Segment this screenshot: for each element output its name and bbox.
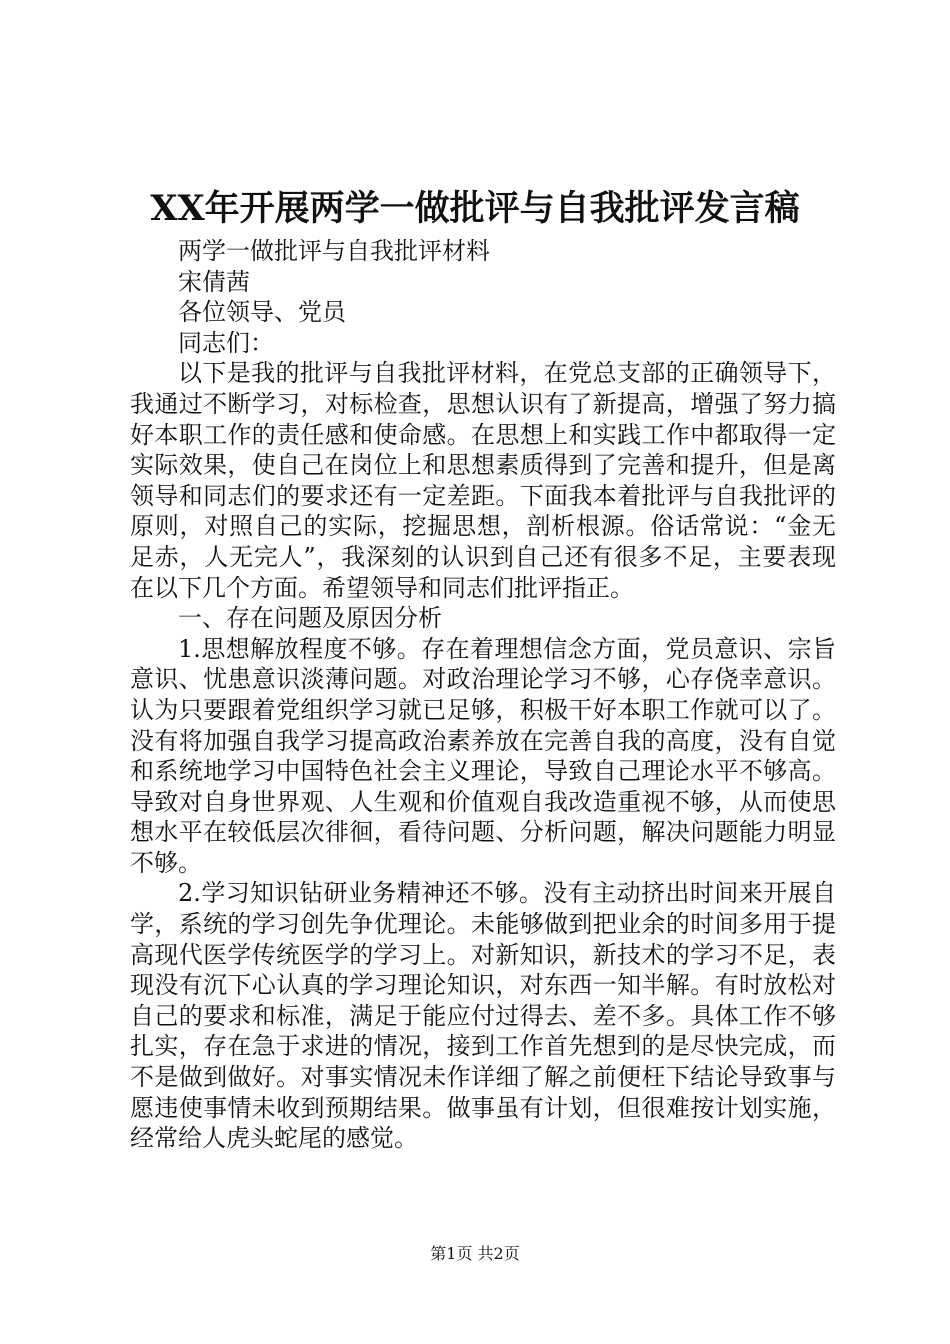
paragraph-item-1: 1.思想解放程度不够。存在着理想信念方面，党员意识、宗旨意识、忧患意识淡薄问题。对政治理论学习不够，心存侥幸意识。认为只要跟着党组织学习就已足够，积极干好本职工作就可以了。没有将加强自我学习提高政治素养放在完善自我的高度，没有自觉和系统地学习中国特色社会主义理论，导致自己理论水平不够高。导致对自身世界观、人生观和价值观自我改造重视不够，从而使思想水平在较低层次徘徊，看待问题、分析问题，解决问题能力明显不够。	[130, 634, 836, 877]
section-heading-problems: 一、存在问题及原因分析	[178, 604, 442, 633]
document-body	[130, 236, 836, 1154]
paragraph-item-2: 2.学习知识钻研业务精神还不够。没有主动挤出时间来开展自学，系统的学习创先争优理论。未能够做到把业余的时间多用于提高现代医学传统医学的学习上。对新知识，新技术的学习不足，表现没有沉下心认真的学习理论知识，对东西一知半解。有时放松对自己的要求和标准，满足于能应付过得去、差不多。具体工作不够扎实，存在急于求进的情况，接到工作首先想到的是尽快完成，而不是做到做好。对事实情况未作详细了解之前便枉下结论导致事与愿违使事情未收到预期结果。做事虽有计划，但很难按计划实施，经常给人虎头蛇尾的感觉。	[130, 879, 836, 1153]
page-footer: 第1页 共2页	[430, 1244, 520, 1263]
document-title: XX年开展两学一做批评与自我批评发言稿	[150, 188, 800, 229]
paragraph-intro: 以下是我的批评与自我批评材料，在党总支部的正确领导下，我通过不断学习，对标检查，思想认识有了新提高，增强了努力搞好本职工作的责任感和使命感。在思想上和实践工作中都取得一定实际效果，使自己在岗位上和思想素质得到了完善和提升，但是离领导和同志们的要求还有一定差距。下面我本着批评与自我批评的原则，对照自己的实际，挖掘思想，剖析根源。俗话常说：“金无足赤，人无完人”，我深刻的认识到自己还有很多不足，主要表现在以下几个方面。希望领导和同志们批评指正。	[130, 359, 836, 602]
document-subtitle: 两学一做批评与自我批评材料	[178, 237, 490, 265]
salutation-leaders: 各位领导、党员	[178, 298, 346, 327]
salutation-comrades: 同志们：	[178, 328, 274, 357]
document-author: 宋倩茜	[178, 267, 250, 296]
